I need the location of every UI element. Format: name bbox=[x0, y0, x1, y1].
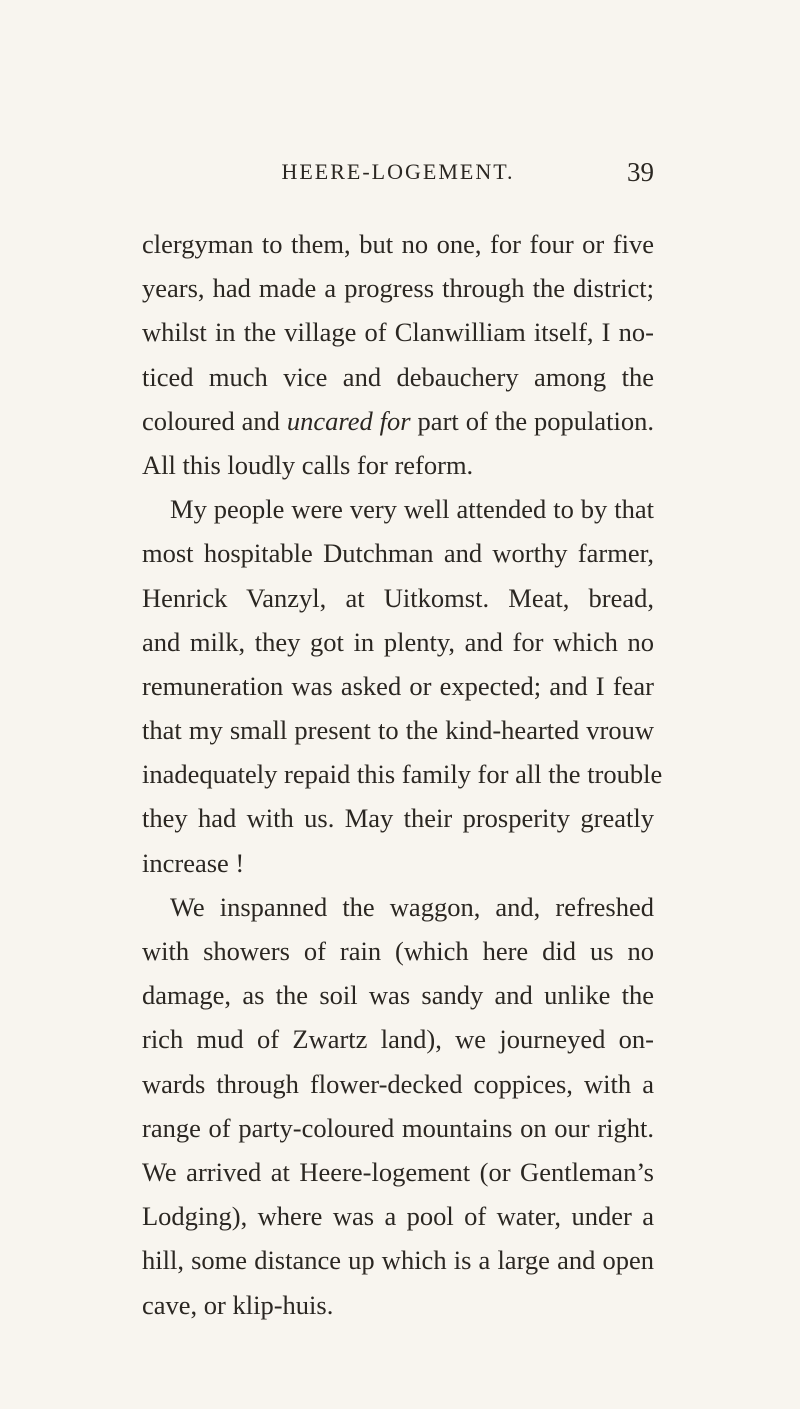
italic-phrase: uncared for bbox=[286, 405, 411, 436]
text-line: inadequately repaid this family for all the trouble bbox=[142, 759, 663, 790]
text-line: clergyman to them, but no one, for four or five bbox=[142, 229, 654, 259]
text-line: My people were very well attended to by that bbox=[170, 494, 654, 525]
text-line: increase ! bbox=[142, 847, 245, 878]
text-fragment: part of the population. bbox=[410, 405, 655, 436]
text-line: with showers of rain (which here did us no bbox=[142, 936, 654, 966]
text-line: wards through flower-decked coppices, with a bbox=[142, 1068, 654, 1099]
text-line: ticed much vice and debauchery among the bbox=[142, 361, 654, 392]
text-line: All this loudly calls for reform. bbox=[142, 449, 474, 480]
text-line: We arrived at Heere-logement (or Gentleman’s bbox=[142, 1156, 654, 1187]
text-fragment: coloured and bbox=[142, 405, 287, 436]
text-line: Henrick Vanzyl, at Uitkomst. Meat, bread, bbox=[142, 582, 654, 613]
text-line: range of party-coloured mountains on our right. bbox=[142, 1112, 654, 1143]
text-line: hill, some distance up which is a large and open bbox=[142, 1245, 654, 1276]
text-line: damage, as the soil was sandy and unlike the bbox=[142, 980, 654, 1011]
text-line: cave, or klip-huis. bbox=[142, 1289, 334, 1320]
page-number: 39 bbox=[627, 157, 654, 187]
text-line: most hospitable Dutchman and worthy farmer, bbox=[142, 538, 654, 569]
text-line: they had with us. May their prosperity greatly bbox=[142, 803, 654, 834]
text-line: and milk, they got in plenty, and for which no bbox=[142, 626, 654, 657]
text-line: rich mud of Zwartz land), we journeyed on- bbox=[142, 1024, 654, 1055]
text-line: that my small present to the kind-hearted vrouw bbox=[142, 715, 654, 746]
running-head bbox=[142, 152, 654, 192]
text-line: Lodging), where was a pool of water, under a bbox=[142, 1201, 654, 1232]
text-line: remuneration was asked or expected; and I fear bbox=[142, 670, 654, 701]
text-line: whilst in the village of Clanwilliam itself, I no- bbox=[142, 317, 654, 348]
running-head-title: HEERE-LOGEMENT. bbox=[281, 159, 515, 184]
text-line bbox=[142, 399, 654, 443]
text-line: years, had made a progress through the district; bbox=[142, 273, 654, 304]
text-line: We inspanned the waggon, and, refreshed bbox=[170, 891, 654, 922]
body-text bbox=[142, 222, 663, 1327]
